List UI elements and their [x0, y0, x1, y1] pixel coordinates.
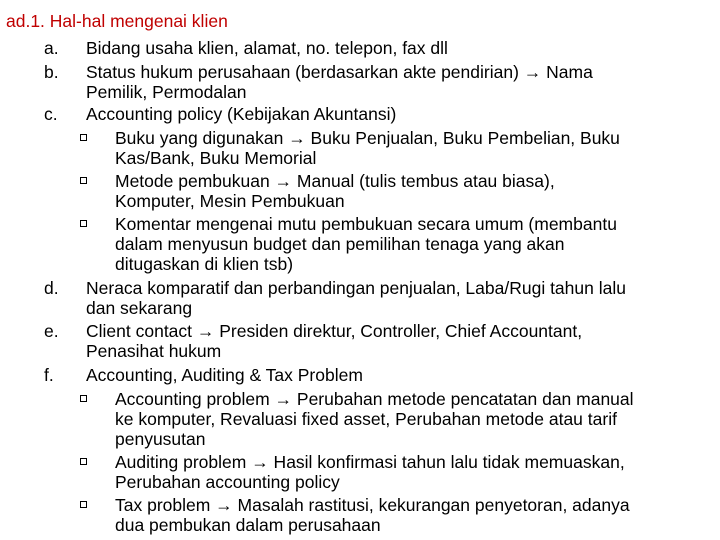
sub-item-text [115, 452, 715, 492]
text-line: Accounting, Auditing & Tax Problem [86, 365, 363, 385]
text-line: Buku yang digunakan → Buku Penjualan, Buku Pembelian, Buku [115, 128, 620, 148]
list-marker: c. [44, 104, 58, 124]
list-marker: b. [44, 62, 59, 82]
slide-heading: ad.1. Hal-hal mengenai klien [6, 11, 228, 31]
sub-item-text [115, 171, 715, 211]
list-item-text [86, 104, 716, 124]
text-line: Bidang usaha klien, alamat, no. telepon, fax dll [86, 38, 448, 58]
text-line: Metode pembukuan → Manual (tulis tembus atau biasa), [115, 171, 555, 191]
text-line: penyusutan [115, 429, 206, 449]
list-item-text [86, 38, 716, 58]
list-item-text [86, 365, 716, 385]
text-line: Perubahan accounting policy [115, 472, 340, 492]
sub-item-text [115, 389, 715, 449]
square-bullet-icon [80, 501, 87, 508]
text-line: ke komputer, Revaluasi fixed asset, Perubahan metode atau tarif [115, 409, 617, 429]
text-line: Tax problem → Masalah rastitusi, kekurangan penyetoran, adanya [115, 495, 630, 515]
text-line: Penasihat hukum [86, 341, 222, 361]
square-bullet-icon [80, 458, 87, 465]
square-bullet-icon [80, 177, 87, 184]
text-line: Komentar mengenai mutu pembukuan secara umum (membantu [115, 214, 617, 234]
text-line: Komputer, Mesin Pembukuan [115, 191, 345, 211]
sub-item-text [115, 214, 715, 274]
square-bullet-icon [80, 134, 87, 141]
text-line: Neraca komparatif dan perbandingan penjualan, Laba/Rugi tahun lalu [86, 278, 626, 298]
list-marker: a. [44, 38, 59, 58]
text-line: Kas/Bank, Buku Memorial [115, 148, 317, 168]
square-bullet-icon [80, 220, 87, 227]
list-item-text [86, 62, 716, 102]
text-line: Auditing problem → Hasil konfirmasi tahun lalu tidak memuaskan, [115, 452, 625, 472]
list-marker: d. [44, 278, 59, 298]
text-line: dalam menyusun budget dan pemilihan tenaga yang akan [115, 234, 565, 254]
sub-item-text [115, 128, 715, 168]
list-item-text [86, 278, 716, 318]
text-line: Accounting policy (Kebijakan Akuntansi) [86, 104, 397, 124]
text-line: Accounting problem → Perubahan metode pencatatan dan manual [115, 389, 634, 409]
list-marker: e. [44, 321, 59, 341]
square-bullet-icon [80, 395, 87, 402]
text-line: dua pembukan dalam perusahaan [115, 515, 381, 535]
text-line: Client contact → Presiden direktur, Controller, Chief Accountant, [86, 321, 583, 341]
list-item-text [86, 321, 716, 361]
text-line: dan sekarang [86, 298, 193, 318]
sub-item-text [115, 495, 715, 535]
list-marker: f. [44, 365, 54, 385]
text-line: Status hukum perusahaan (berdasarkan akte pendirian) → Nama [86, 62, 593, 82]
text-line: Pemilik, Permodalan [86, 82, 247, 102]
text-line: ditugaskan di klien tsb) [115, 254, 294, 274]
